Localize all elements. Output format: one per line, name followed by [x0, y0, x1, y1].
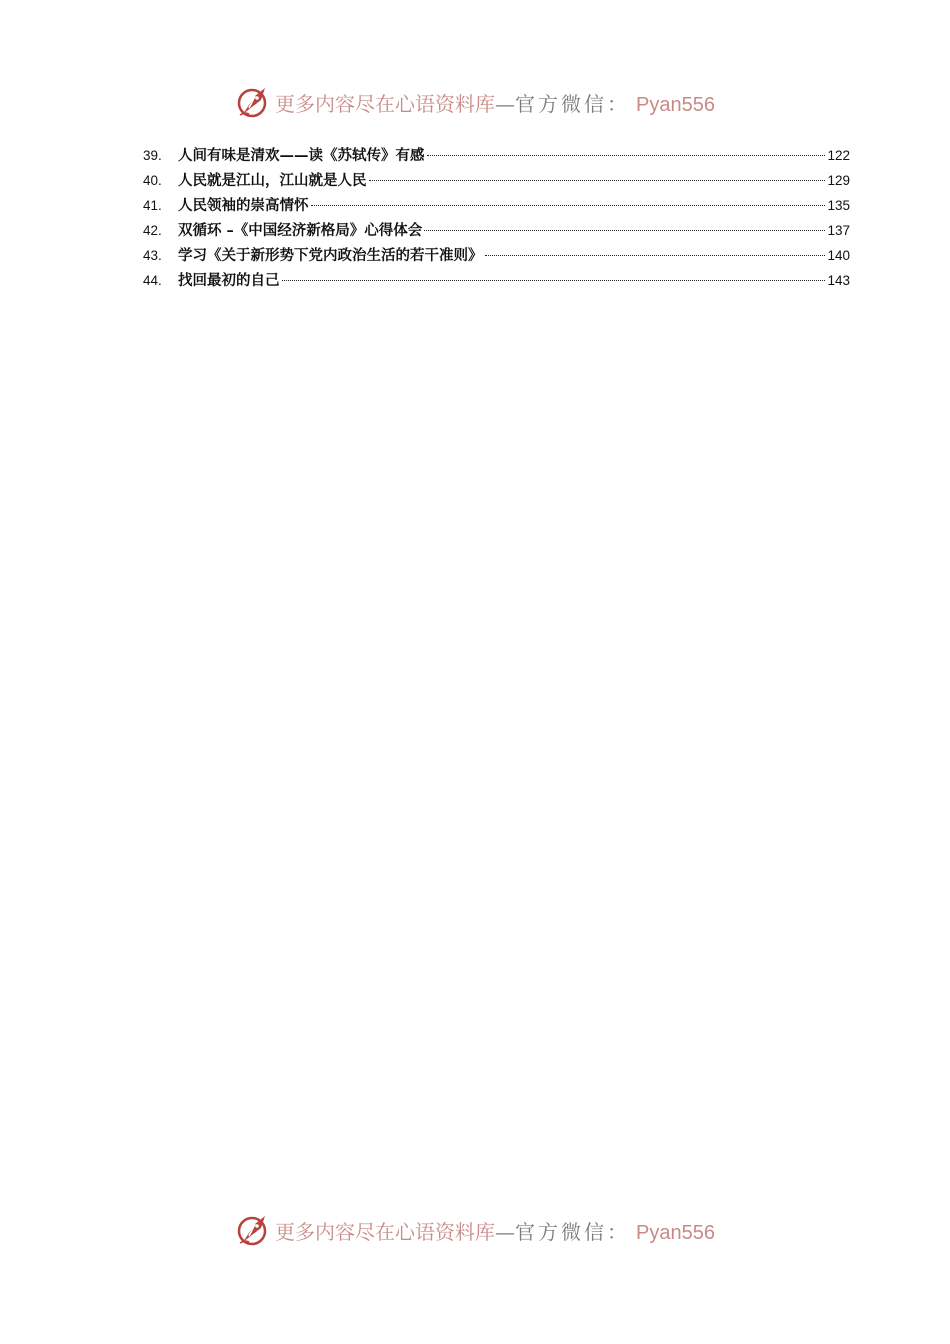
toc-entry[interactable]	[143, 143, 850, 168]
pen-nib-logo-icon	[235, 84, 271, 120]
toc-dot-leader	[369, 180, 826, 181]
toc-entry-page: 129	[827, 173, 850, 188]
toc-entry-number: 39.	[143, 148, 162, 163]
table-of-contents	[143, 143, 850, 293]
banner-slogan: 更多内容尽在心语资料库	[275, 91, 496, 116]
pen-nib-logo-icon	[235, 1212, 271, 1248]
toc-entry-page: 137	[827, 223, 850, 238]
banner-wechat-id: Pyan556	[636, 1221, 715, 1244]
toc-entry-page: 140	[827, 248, 850, 263]
toc-entry-title: 双循环 –《中国经济新格局》心得体会	[178, 222, 423, 239]
toc-dot-leader	[485, 255, 826, 256]
banner-slogan: 更多内容尽在心语资料库	[275, 1219, 496, 1244]
toc-entry-page: 135	[827, 198, 850, 213]
banner-wechat-label: 官方微信：	[515, 91, 631, 116]
banner-wechat-label: 官方微信：	[515, 1219, 631, 1244]
banner-wechat-id: Pyan556	[636, 93, 715, 116]
toc-entry[interactable]	[143, 268, 850, 293]
toc-dot-leader	[282, 280, 826, 281]
toc-entry-page: 122	[827, 148, 850, 163]
toc-entry-title: 找回最初的自己	[178, 272, 280, 289]
toc-dot-leader	[424, 230, 825, 231]
toc-entry-page: 143	[827, 273, 850, 288]
toc-entry-number: 42.	[143, 223, 162, 238]
banner-dash: —	[495, 1219, 516, 1244]
toc-entry-number: 43.	[143, 248, 162, 263]
toc-entry-number: 40.	[143, 173, 162, 188]
toc-entry[interactable]	[143, 218, 850, 243]
toc-dot-leader	[311, 205, 826, 206]
header-banner	[0, 82, 950, 122]
banner-dash: —	[495, 91, 516, 116]
toc-entry[interactable]	[143, 243, 850, 268]
toc-entry[interactable]	[143, 168, 850, 193]
toc-entry-title: 人民就是江山，江山就是人民	[178, 172, 367, 189]
toc-dot-leader	[427, 155, 826, 156]
toc-entry-title: 人民领袖的崇高情怀	[178, 197, 309, 214]
footer-banner	[0, 1210, 950, 1250]
toc-entry-number: 41.	[143, 198, 162, 213]
toc-entry-title: 学习《关于新形势下党内政治生活的若干准则》	[178, 247, 483, 264]
toc-entry-title: 人间有味是清欢——读《苏轼传》有感	[178, 147, 425, 164]
toc-entry-number: 44.	[143, 273, 162, 288]
toc-entry[interactable]	[143, 193, 850, 218]
